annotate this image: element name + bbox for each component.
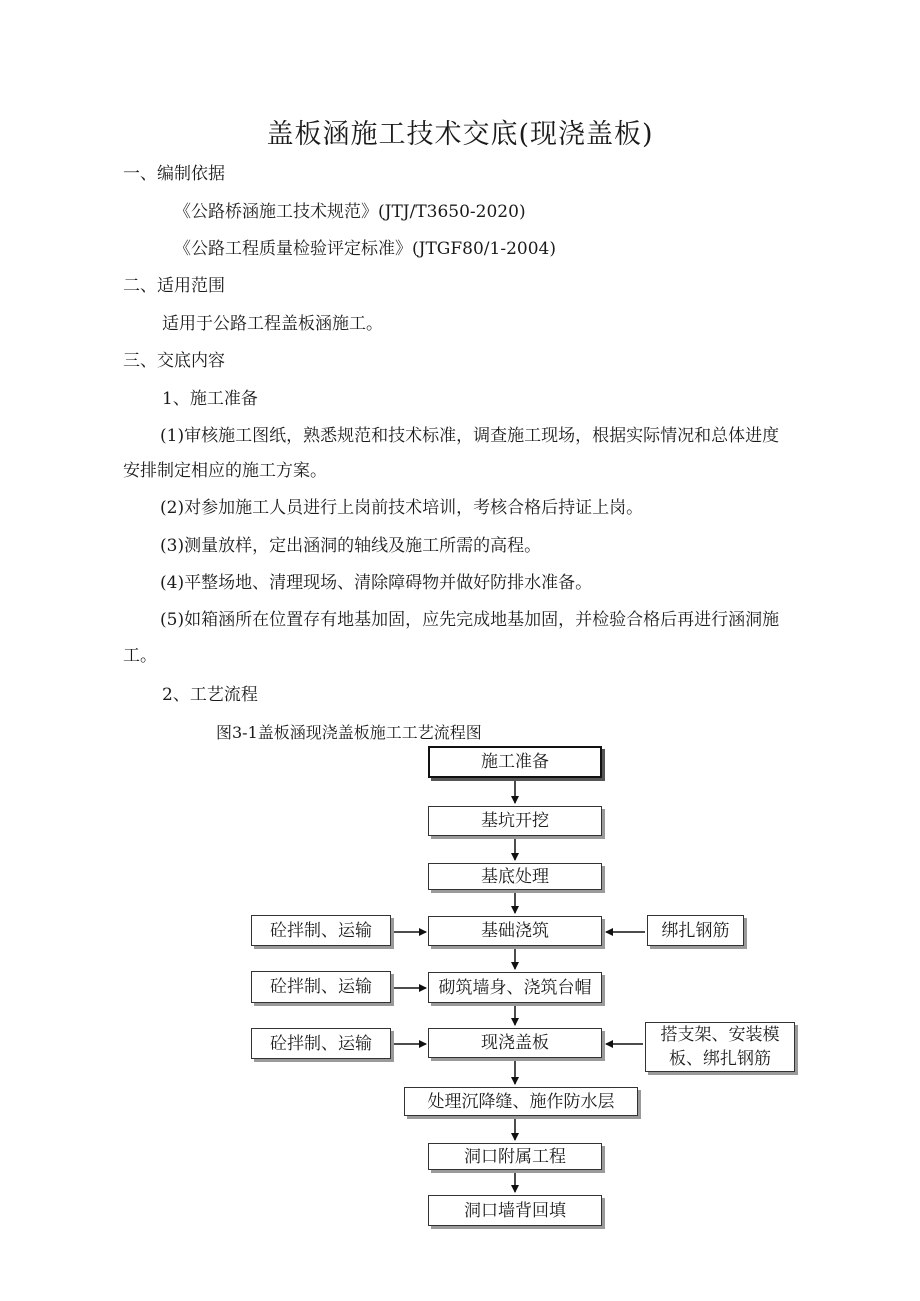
- paragraph-2: (2)对参加施工人员进行上岗前技术培训，考核合格后持证上岗。: [160, 498, 644, 518]
- flow-side-concrete-2: 砼拌制、运输: [251, 971, 391, 1003]
- paragraph-4: (4)平整场地、清理现场、清除障碍物并做好防排水准备。: [160, 573, 593, 593]
- flow-step-foundation: 基础浇筑: [428, 916, 602, 946]
- flow-step-prep: 施工准备: [428, 746, 602, 778]
- flow-step-excavation: 基坑开挖: [428, 806, 602, 836]
- flow-step-wall-cap: 砌筑墙身、浇筑台帽: [428, 972, 602, 1003]
- reference-2: 《公路工程质量检验评定标准》(JTGF80/1-2004): [174, 239, 556, 259]
- flow-step-slab: 现浇盖板: [428, 1028, 602, 1058]
- flow-side-rebar: 绑扎钢筋: [647, 915, 744, 946]
- figure-caption: 图3-1盖板涵现浇盖板施工工艺流程图: [216, 723, 482, 742]
- flow-step-joint-waterproof: 处理沉降缝、施作防水层: [404, 1087, 638, 1116]
- flow-step-portal: 洞口附属工程: [428, 1143, 602, 1170]
- section-heading-content: 三、交底内容: [123, 351, 225, 371]
- subheading-process: 2、工艺流程: [162, 685, 258, 705]
- flow-side-formwork-rebar: 搭支架、安装模板、绑扎钢筋: [645, 1022, 795, 1072]
- page-title: 盖板涵施工技术交底(现浇盖板): [266, 119, 654, 150]
- section-heading-scope: 二、适用范围: [123, 276, 225, 296]
- paragraph-1-line-2: 安排制定相应的施工方案。: [123, 461, 327, 481]
- subheading-preparation: 1、施工准备: [162, 389, 258, 409]
- paragraph-1-line-1: (1)审核施工图纸，熟悉规范和技术标准，调查施工现场，根据实际情况和总体进度: [160, 426, 780, 446]
- flow-side-concrete-1: 砼拌制、运输: [251, 915, 391, 946]
- flow-step-base-treatment: 基底处理: [428, 863, 602, 890]
- paragraph-5-line-1: (5)如箱涵所在位置存有地基加固，应先完成地基加固，并检验合格后再进行涵洞施: [160, 610, 780, 630]
- flow-step-backfill: 洞口墙背回填: [428, 1195, 602, 1226]
- flow-side-concrete-3: 砼拌制、运输: [251, 1028, 391, 1059]
- paragraph-3: (3)测量放样，定出涵洞的轴线及施工所需的高程。: [160, 536, 542, 556]
- section-heading-basis: 一、编制依据: [123, 164, 225, 184]
- scope-text: 适用于公路工程盖板涵施工。: [162, 314, 383, 334]
- paragraph-5-line-2: 工。: [123, 646, 157, 666]
- reference-1: 《公路桥涵施工技术规范》(JTJ/T3650-2020): [174, 202, 526, 222]
